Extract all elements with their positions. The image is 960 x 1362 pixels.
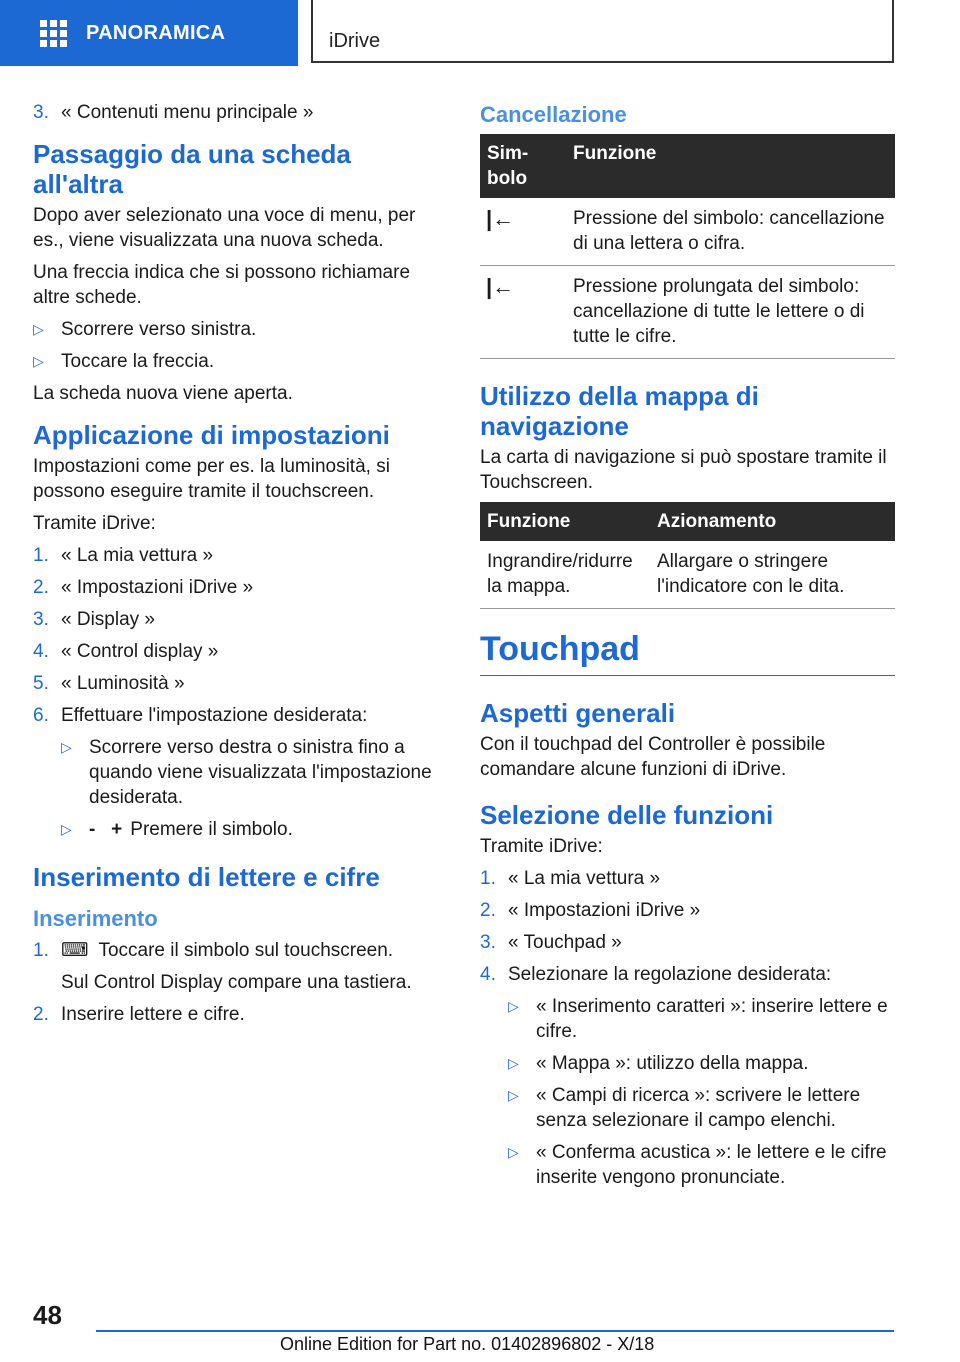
triangle-bullet-icon: ▷: [508, 998, 519, 1014]
page-number: 48: [33, 1300, 62, 1330]
bullet-text: « Campi di ricerca »: scrivere le lettere senza selezionare il campo elenchi.: [536, 1085, 861, 1131]
table-row: [480, 198, 895, 266]
footer-edition: Online Edition for Part no. 01402896802 - X/18: [280, 1334, 655, 1354]
minus-plus-icon: - +: [89, 819, 123, 840]
paragraph: Tramite iDrive:: [480, 836, 603, 857]
right-column: [480, 100, 895, 1197]
list-number: 2.: [480, 900, 496, 921]
list-number: 1.: [33, 940, 49, 961]
list-text: « Luminosità »: [61, 673, 185, 694]
list-item: [33, 703, 448, 728]
bullet-text: Scorrere verso sinistra.: [61, 319, 257, 340]
table-header: Funzione: [480, 502, 650, 541]
list-number: 4.: [480, 964, 496, 985]
list-text: « Impostazioni iDrive »: [508, 900, 701, 921]
paragraph: Con il touchpad del Controller è possibile comandare alcune funzioni di iDrive.: [480, 734, 826, 780]
paragraph: Sul Control Display compare una tastiera.: [61, 972, 412, 993]
table-cell: Allargare o stringere l'indicatore con le dita.: [650, 541, 895, 609]
paragraph: La scheda nuova viene aperta.: [33, 383, 293, 404]
list-number: 3.: [33, 609, 49, 630]
heading-selezione: Selezione delle funzioni: [480, 800, 774, 830]
bullet-item: [508, 1051, 895, 1076]
list-text: Effettuare l'impostazione desiderata:: [61, 705, 368, 726]
list-number: 2.: [33, 577, 49, 598]
list-text: Inserire lettere e cifre.: [61, 1004, 245, 1025]
bullet-item: [508, 1083, 895, 1133]
table-row: [480, 266, 895, 359]
list-item: [33, 575, 448, 600]
table-row: [480, 541, 895, 609]
list-number: 1.: [480, 868, 496, 889]
delete-icon: |←: [480, 266, 566, 359]
paragraph: La carta di navigazione si può spostare tramite il Touchscreen.: [480, 447, 887, 493]
list-number: 1.: [33, 545, 49, 566]
list-item: [480, 930, 895, 955]
bullet-item: [33, 317, 448, 342]
list-number: 4.: [33, 641, 49, 662]
list-number: 3.: [33, 102, 49, 123]
list-text: « Touchpad »: [508, 932, 622, 953]
triangle-bullet-icon: ▷: [61, 739, 72, 755]
table-cell: Ingrandire/ridurre la mappa.: [480, 541, 650, 609]
list-text: « Control display »: [61, 641, 219, 662]
list-item: [33, 1002, 448, 1027]
map-table: [480, 502, 895, 609]
bullet-item: [61, 817, 448, 842]
bullet-text: « Conferma acustica »: le lettere e le cifre inserite vengono pronunciate.: [536, 1142, 887, 1188]
table-cell: Pressione prolungata del simbolo: cancellazione di tutte le lettere o di tutte le cifre.: [566, 266, 895, 359]
list-item: [33, 639, 448, 664]
bullet-item: [61, 735, 448, 810]
page-header: [0, 0, 960, 66]
list-text: « Impostazioni iDrive »: [61, 577, 254, 598]
triangle-bullet-icon: ▷: [508, 1144, 519, 1160]
paragraph: Impostazioni come per es. la luminosità, si possono eseguire tramite il touchscreen.: [33, 456, 390, 502]
list-number: 6.: [33, 705, 49, 726]
subheading-cancellazione: Cancellazione: [480, 102, 627, 127]
list-text: « La mia vettura »: [61, 545, 214, 566]
bullet-text: Toccare la freccia.: [61, 351, 215, 372]
chapter-title: iDrive: [329, 30, 381, 52]
paragraph: Tramite iDrive:: [33, 513, 156, 534]
heading-mappa: Utilizzo della mappa di navigazione: [480, 381, 759, 441]
list-text: « La mia vettura »: [508, 868, 661, 889]
list-text: « Contenuti menu principale »: [61, 102, 314, 123]
triangle-bullet-icon: ▷: [33, 353, 44, 369]
bullet-text: « Inserimento caratteri »: inserire lettere e cifre.: [536, 996, 888, 1042]
left-column: [33, 100, 448, 1034]
triangle-bullet-icon: ▷: [61, 821, 72, 837]
heading-lettere: Inserimento di lettere e cifre: [33, 862, 380, 892]
heading-scheda: Passaggio da una scheda all'altra: [33, 139, 351, 199]
list-item: [33, 607, 448, 632]
panorama-label: PANORAMICA: [86, 21, 226, 44]
triangle-bullet-icon: ▷: [508, 1055, 519, 1071]
panorama-button[interactable]: [0, 0, 298, 66]
table-header: Funzione: [566, 134, 895, 198]
table-header: Azionamento: [650, 502, 895, 541]
keyboard-icon: ⌨: [61, 940, 89, 961]
triangle-bullet-icon: ▷: [508, 1087, 519, 1103]
delete-icon: |←: [480, 198, 566, 266]
list-text: « Display »: [61, 609, 155, 630]
bullet-item: [508, 994, 895, 1044]
grid-icon: [40, 20, 66, 46]
footer-divider: [96, 1330, 894, 1332]
chapter-heading-touchpad: Touchpad: [480, 629, 895, 676]
list-item: [33, 100, 448, 125]
list-item: [480, 962, 895, 987]
delete-table: [480, 134, 895, 359]
triangle-bullet-icon: ▷: [33, 321, 44, 337]
list-text: Toccare il simbolo sul touchscreen.: [98, 940, 394, 961]
heading-aspetti: Aspetti generali: [480, 698, 676, 728]
list-number: 5.: [33, 673, 49, 694]
list-item: [33, 671, 448, 696]
list-item: [33, 543, 448, 568]
table-cell: Pressione del simbolo: cancellazione di una lettera o cifra.: [566, 198, 895, 266]
bullet-text: Scorrere verso destra o sinistra fino a quando viene visualizzata l'impostazione desiderata.: [89, 737, 432, 808]
table-header: Sim-bolo: [480, 134, 566, 198]
list-item: [480, 866, 895, 891]
list-text: Selezionare la regolazione desiderata:: [508, 964, 832, 985]
bullet-text: « Mappa »: utilizzo della mappa.: [536, 1053, 809, 1074]
paragraph: Dopo aver selezionato una voce di menu, per es., viene visualizzata una nuova scheda.: [33, 205, 416, 251]
list-item: [33, 938, 448, 963]
list-number: 2.: [33, 1004, 49, 1025]
chapter-tab: [311, 0, 894, 63]
subheading-inserimento: Inserimento: [33, 906, 158, 931]
paragraph: Una freccia indica che si possono richiamare altre schede.: [33, 262, 411, 308]
list-number: 3.: [480, 932, 496, 953]
bullet-item: [33, 349, 448, 374]
heading-impostazioni: Applicazione di impostazioni: [33, 420, 390, 450]
bullet-item: [508, 1140, 895, 1190]
bullet-text: Premere il simbolo.: [130, 819, 293, 840]
list-item: [480, 898, 895, 923]
